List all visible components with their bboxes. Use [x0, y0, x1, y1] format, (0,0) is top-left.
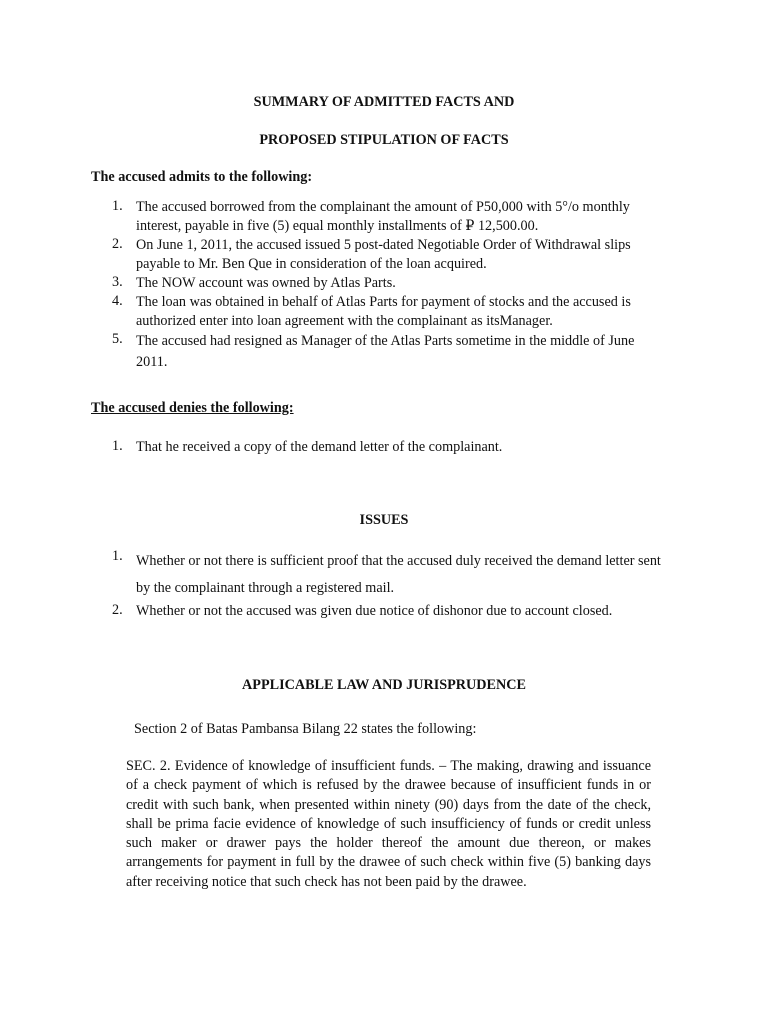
list-item — [0, 198, 768, 236]
denies-heading: The accused denies the following: — [91, 400, 294, 416]
list-item — [0, 331, 768, 373]
list-item-text: The loan was obtained in behalf of Atlas Parts for payment of stocks and the accused is authorized enter into loan agreement with the complainant as itsManager. — [136, 294, 631, 329]
law-heading: APPLICABLE LAW AND JURISPRUDENCE — [242, 677, 526, 693]
list-item-number: 2. — [112, 602, 123, 618]
list-item-number: 2. — [112, 236, 123, 252]
list-item — [0, 602, 768, 621]
list-item-number: 4. — [112, 293, 123, 309]
list-item-text: That he received a copy of the demand letter of the complainant. — [136, 439, 503, 455]
list-item — [0, 548, 768, 602]
list-item-text: The NOW account was owned by Atlas Parts. — [136, 275, 396, 291]
law-quote: SEC. 2. Evidence of knowledge of insufficient funds. – The making, drawing and issuance of a check payment of which is refused by the drawee because of insufficient funds in or credit with such bank, when presented within ninety (90) days from the date of the check, shall be prima facie evidence of knowledge of such insufficiency of funds or credit unless such maker or drawer pays the holder thereof the amount due thereon, or makes arrangements for payment in full by the drawee of such check within five (5) banking days after receiving notice that such check has not been paid by the drawee. — [126, 758, 651, 890]
issues-heading: ISSUES — [359, 512, 409, 528]
list-item-number: 5. — [112, 331, 123, 347]
list-item-text: Whether or not the accused was given due notice of dishonor due to account closed. — [136, 603, 613, 619]
document-title-line-1: SUMMARY OF ADMITTED FACTS AND — [253, 94, 515, 110]
document-title-line-2: PROPOSED STIPULATION OF FACTS — [259, 132, 509, 148]
admits-heading: The accused admits to the following: — [91, 169, 313, 185]
list-item-text: The accused had resigned as Manager of the Atlas Parts sometime in the middle of June 2011. — [136, 333, 635, 370]
denies-list — [0, 438, 768, 457]
admits-list — [0, 198, 768, 373]
list-item-number: 1. — [112, 198, 123, 214]
list-item-text: On June 1, 2011, the accused issued 5 post-dated Negotiable Order of Withdrawal slips payable to Mr. Ben Que in consideration of the loan acquired. — [136, 237, 631, 272]
list-item-text: The accused borrowed from the complainant the amount of P50,000 with 5°/o monthly interest, payable in five (5) equal monthly installments of ₽ 12,500.00. — [136, 199, 630, 234]
list-item — [0, 274, 768, 293]
issues-list — [0, 548, 768, 621]
list-item-number: 1. — [112, 438, 123, 454]
list-item — [0, 236, 768, 274]
list-item — [0, 293, 768, 331]
list-item-number: 3. — [112, 274, 123, 290]
list-item-text: Whether or not there is sufficient proof that the accused duly received the demand letter sent by the complainant through a registered mail. — [136, 553, 661, 596]
law-intro: Section 2 of Batas Pambansa Bilang 22 states the following: — [134, 721, 477, 737]
list-item-number: 1. — [112, 548, 123, 564]
list-item — [0, 438, 768, 457]
